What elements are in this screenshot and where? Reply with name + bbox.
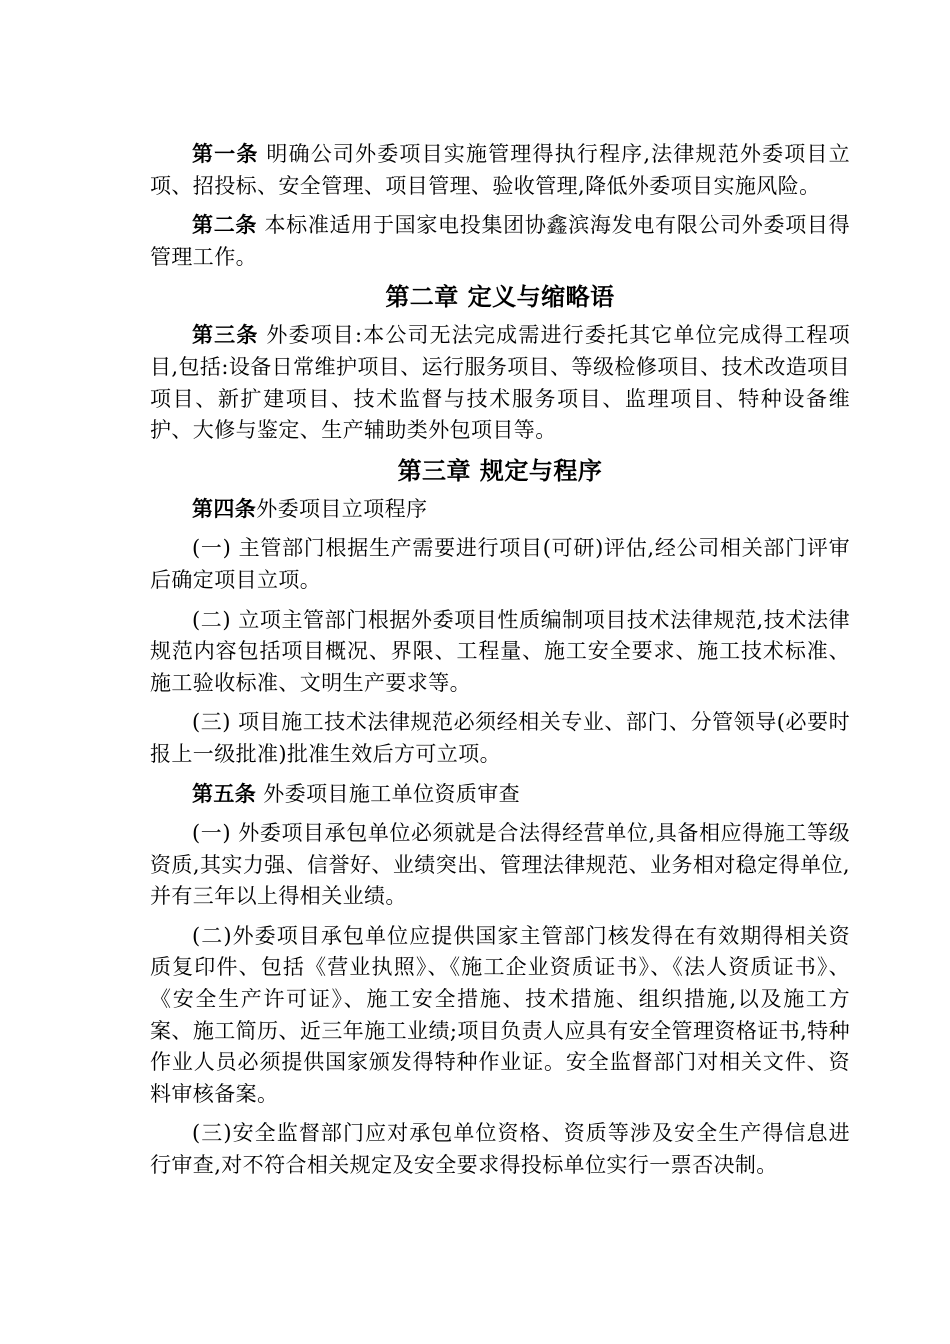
clause-5-3 [150, 1118, 850, 1181]
article-1 [150, 139, 850, 202]
article-3 [150, 320, 850, 446]
clause-text: (二)外委项目承包单位应提供国家主管部门核发得在有效期得相关资质复印件、包括《营业执照》、《施工企业资质证书》、《法人资质证书》、《安全生产许可证》、施工安全措施、技术措施、组织措施,以及施工方案、施工简历、近三年施工业绩;项目负责人应具有安全管理资格证书,特种作业人员必须提供国家颁发得特种作业证。安全监督部门对相关文件、资料审核备案。 [150, 923, 850, 1106]
article-4 [150, 494, 850, 526]
clause-4-3 [150, 707, 850, 770]
clause-text: (三) 项目施工技术法律规范必须经相关专业、部门、分管领导(必要时报上一级批准)批准生效后方可立项。 [150, 710, 850, 766]
clause-text: (二) 立项主管部门根据外委项目性质编制项目技术法律规范,技术法律规范内容包括项目概况、界限、工程量、施工安全要求、施工技术标准、施工验收标准、文明生产要求等。 [150, 607, 850, 695]
article-text: 本标准适用于国家电投集团协鑫滨海发电有限公司外委项目得管理工作。 [150, 213, 850, 269]
chapter-2-heading: 第二章 定义与缩略语 [385, 283, 615, 312]
article-label: 第四条 [192, 496, 257, 521]
article-label: 第三条 [192, 323, 259, 348]
clause-4-2 [150, 605, 850, 700]
article-2 [150, 210, 850, 273]
article-text: 外委项目施工单位资质审查 [256, 781, 521, 806]
article-5 [150, 779, 850, 811]
clause-5-2 [150, 921, 850, 1111]
article-label: 第二条 [192, 213, 258, 238]
article-text: 外委项目:本公司无法完成需进行委托其它单位完成得工程项目,包括:设备日常维护项目、运行服务项目、等级检修项目、技术改造项目项目、新扩建项目、技术监督与技术服务项目、监理项目、特种设备维护、大修与鉴定、生产辅助类外包项目等。 [150, 323, 850, 443]
article-text: 明确公司外委项目实施管理得执行程序,法律规范外委项目立项、招投标、安全管理、项目管理、验收管理,降低外委项目实施风险。 [150, 142, 850, 198]
clause-text: (一) 主管部门根据生产需要进行项目(可研)评估,经公司相关部门评审后确定项目立项。 [150, 536, 850, 592]
clause-4-1 [150, 533, 850, 596]
article-text: 外委项目立项程序 [256, 496, 428, 521]
clause-text: (一) 外委项目承包单位必须就是合法得经营单位,具备相应得施工等级资质,其实力强、信誉好、业绩突出、管理法律规范、业务相对稳定得单位,并有三年以上得相关业绩。 [150, 821, 850, 909]
document-page [150, 139, 850, 1182]
article-label: 第五条 [192, 781, 257, 806]
chapter-3-heading: 第三章 规定与程序 [397, 456, 603, 485]
clause-text: (三)安全监督部门应对承包单位资格、资质等涉及安全生产得信息进行审查,对不符合相关规定及安全要求得投标单位实行一票否决制。 [150, 1121, 850, 1178]
article-label: 第一条 [192, 142, 259, 166]
clause-5-1 [150, 818, 850, 913]
